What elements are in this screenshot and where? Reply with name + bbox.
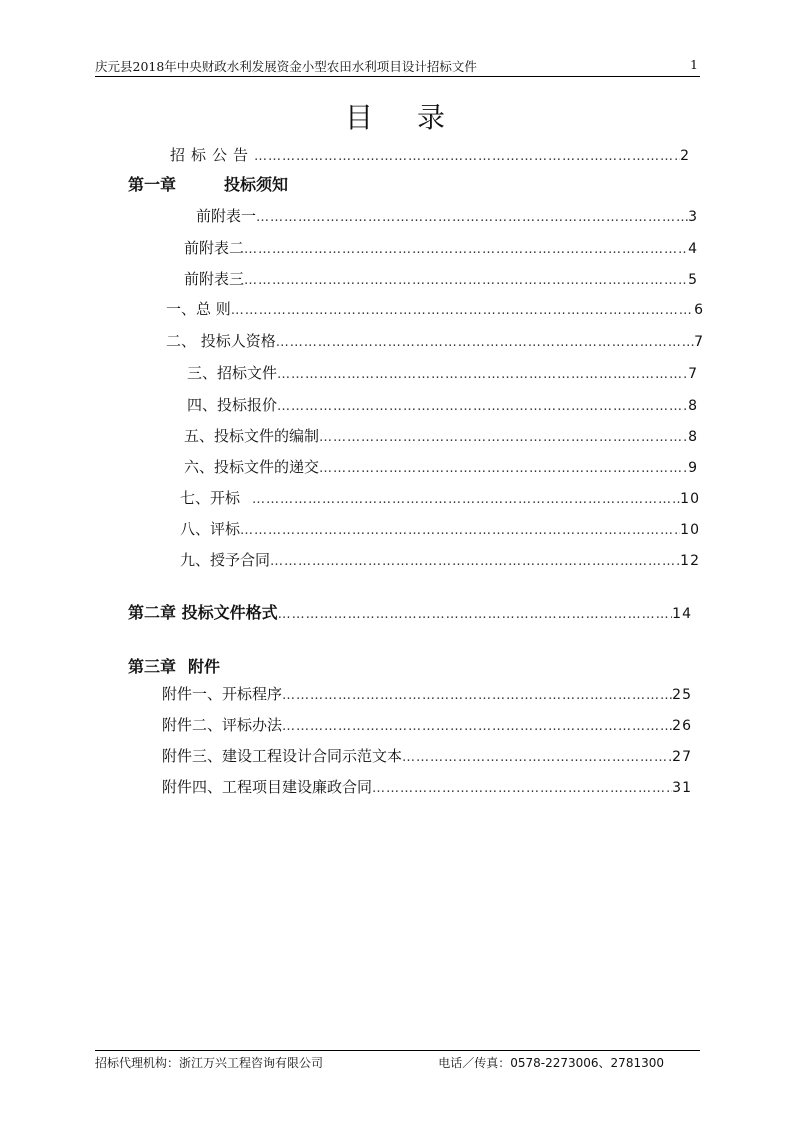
toc-label: 招标公告 (170, 146, 255, 164)
toc-page: 10 (680, 491, 700, 507)
toc-entry-section-5[interactable] (184, 425, 698, 446)
toc-entry-front-table-1[interactable] (196, 205, 698, 226)
toc-entry-section-3[interactable] (187, 362, 698, 383)
footer-phone: 电话／传真：0578-2273006、2781300 (438, 1056, 664, 1070)
toc-leader (282, 719, 672, 734)
toc-page: 7 (688, 366, 698, 382)
toc-leader (254, 149, 680, 164)
toc-leader (240, 492, 680, 507)
toc-label: 附件四、工程项目建设廉政合同 (162, 778, 373, 796)
toc-page: 8 (688, 398, 698, 414)
toc-leader (277, 367, 688, 382)
toc-page: 12 (680, 553, 700, 569)
toc-leader (277, 399, 688, 414)
toc-label: 四、投标报价 (187, 396, 278, 414)
toc-entry-appendix-4[interactable] (162, 776, 692, 797)
toc-leader (256, 210, 688, 225)
toc-page: 4 (688, 241, 698, 257)
toc-entry-section-9[interactable] (180, 549, 700, 570)
toc-label: 第二章 投标文件格式 (128, 603, 278, 622)
toc-entry-section-7[interactable] (180, 487, 700, 508)
footer-agent: 招标代理机构：浙江万兴工程咨询有限公司 (95, 1056, 324, 1070)
toc-leader (270, 554, 680, 569)
toc-label: 三、招标文件 (187, 364, 278, 382)
toc-page: 27 (672, 749, 692, 765)
chapter-label: 第一章 (128, 175, 177, 194)
toc-page: 25 (672, 687, 692, 703)
toc-page: 3 (688, 209, 698, 225)
toc-page: 10 (680, 522, 700, 538)
toc-leader (278, 607, 673, 622)
toc-label: 前附表三 (184, 270, 245, 288)
page-header (95, 56, 700, 77)
page-footer (95, 1050, 700, 1070)
toc-label: 前附表一 (196, 207, 257, 225)
toc-entry-front-table-3[interactable] (184, 268, 698, 289)
toc-page: 26 (672, 718, 692, 734)
toc-leader (282, 688, 672, 703)
chapter-label: 第三章 (128, 657, 177, 676)
chapter-title: 附件 (188, 657, 221, 676)
toc-label: 六、投标文件的递交 (184, 458, 320, 476)
toc-label: 一、总 则 (166, 300, 231, 318)
toc-leader (276, 335, 694, 350)
toc-page: 8 (688, 429, 698, 445)
toc-page: 14 (672, 606, 692, 622)
toc-entry-section-8[interactable] (180, 518, 700, 539)
toc-chapter-2[interactable] (128, 600, 692, 623)
toc-leader (244, 242, 688, 257)
toc-heading: 目录 (344, 101, 489, 134)
toc-leader (319, 430, 688, 445)
toc-entry-section-4[interactable] (187, 394, 698, 415)
toc-entry-notice[interactable] (170, 144, 690, 165)
toc-label: 九、授予合同 (180, 551, 271, 569)
chapter-title: 投标须知 (224, 175, 289, 194)
toc-page: 9 (688, 460, 698, 476)
toc-chapter-1[interactable] (128, 172, 288, 195)
page-number: 1 (690, 57, 698, 72)
toc-leader (319, 461, 688, 476)
document-title: 庆元县2018年中央财政水利发展资金小型农田水利项目设计招标文件 (95, 59, 477, 74)
toc-page: 6 (694, 302, 704, 318)
toc-chapter-3[interactable] (128, 654, 220, 677)
toc-label: 附件一、开标程序 (162, 685, 283, 703)
toc-label: 八、评标 (180, 520, 241, 538)
toc-leader (240, 523, 680, 538)
toc-page: 5 (688, 272, 698, 288)
toc-page: 7 (694, 334, 704, 350)
toc-leader (244, 273, 688, 288)
toc-entry-appendix-3[interactable] (162, 745, 692, 766)
toc-entry-section-2[interactable] (166, 330, 704, 351)
toc-page: 31 (672, 780, 692, 796)
toc-entry-section-6[interactable] (184, 456, 698, 477)
toc-entry-appendix-2[interactable] (162, 714, 692, 735)
toc-label: 附件三、建设工程设计合同示范文本 (162, 747, 403, 765)
toc-entry-appendix-1[interactable] (162, 683, 692, 704)
toc-label: 二、 投标人资格 (166, 332, 276, 350)
toc-entry-section-1[interactable] (166, 298, 704, 319)
toc-leader (231, 303, 694, 318)
toc-leader (372, 781, 672, 796)
toc-label: 前附表二 (184, 239, 245, 257)
toc-leader (402, 750, 672, 765)
toc-page: 2 (680, 148, 690, 164)
toc-entry-front-table-2[interactable] (184, 237, 698, 258)
toc-label: 附件二、评标办法 (162, 716, 283, 734)
toc-label: 七、开标 (180, 489, 241, 507)
toc-label: 五、投标文件的编制 (184, 427, 320, 445)
